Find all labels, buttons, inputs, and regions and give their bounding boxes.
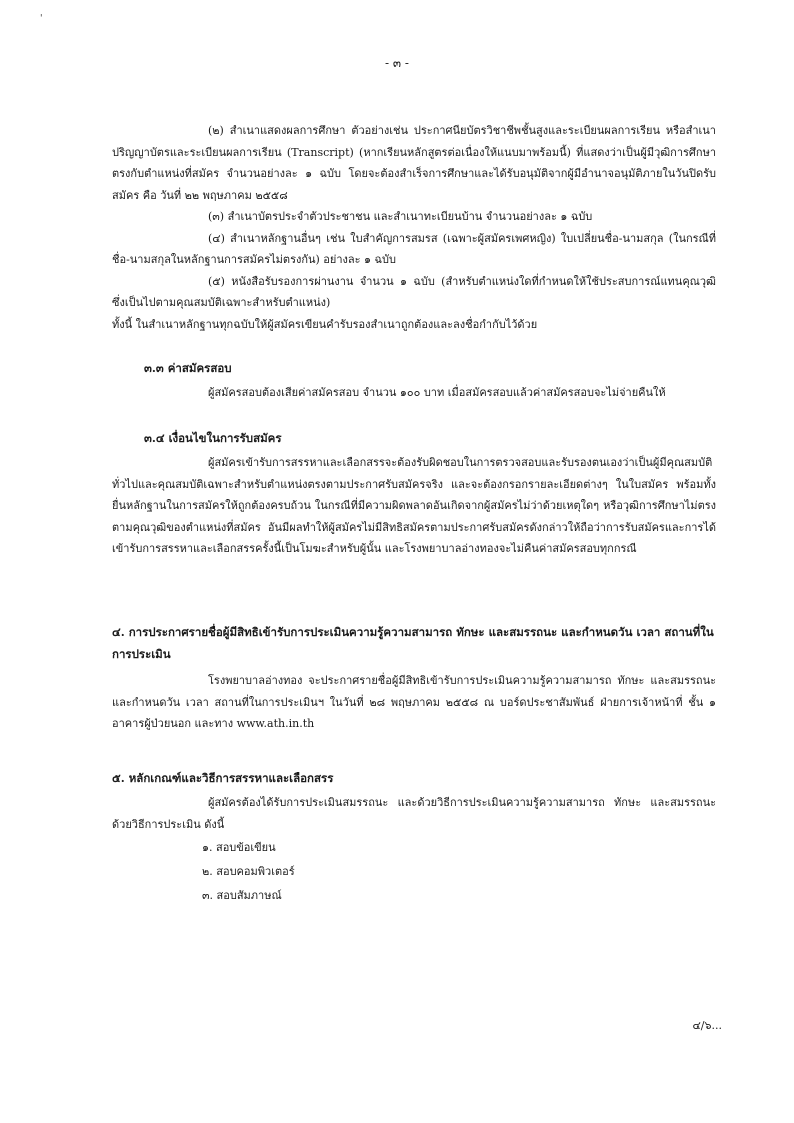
method-item: ๓. สอบสัมภาษณ์ [202,889,282,902]
attachment-item-2: (๒) สำเนาแสดงผลการศึกษา ตัวอย่างเช่น ประกาศนียบัตรวิชาชีพชั้นสูงและระเบียนผลการเรียน หรือสำเนาปริญญาบัตรและระเบียนผลการเรียน (Transcript) (หากเรียนหลักสูตรต่อเนื่องให้แนบมาพร้อมนี้) ที่แสดงว่าเป็นผู้มีวุฒิการศึกษาตรงกับตำแหน่งที่สมัคร จำนวนอย่างละ ๑ ฉบับ โดยจะต้องสำเร็จการศึกษาและได้รับอนุมัติจากผู้มีอำนาจอนุมัติภายในวันปิดรับสมัคร คือ วันที่ ๒๒ พฤษภาคม ๒๕๕๘ [112,124,716,202]
method-item: ๒. สอบคอมพิวเตอร์ [202,865,295,878]
corner-mark: ' [40,14,43,24]
section-3-4-body: ผู้สมัครเข้ารับการสรรหาและเลือกสรรจะต้องรับผิดชอบในการตรวจสอบและรับรองตนเองว่าเป็นผู้มีคุณสมบัติทั่วไปและคุณสมบัติเฉพาะสำหรับตำแหน่งตรงตามประกาศรับสมัครจริง และจะต้องกรอกรายละเอียดต่างๆ ในใบสมัคร พร้อมทั้งยื่นหลักฐานในการสมัครให้ถูกต้องครบถ้วน ในกรณีที่มีความผิดพลาดอันเกิดจากผู้สมัครไม่ว่าด้วยเหตุใดๆ หรือวุฒิการศึกษาไม่ตรงตามคุณวุฒิของตำแหน่งที่สมัคร อันมีผลทำให้ผู้สมัครไม่มีสิทธิสมัครตามประกาศรับสมัครดังกล่าวให้ถือว่าการรับสมัครและการได้เข้ารับการสรรหาและเลือกสรรครั้งนี้เป็นโมฆะสำหรับผู้นั้น และโรงพยาบาลอ่างทองจะไม่คืนค่าสมัครสอบทุกกรณี [112,456,716,555]
section-3-4-body-block [112,452,716,560]
certify-note: ทั้งนี้ ในสำเนาหลักฐานทุกฉบับให้ผู้สมัครเขียนคำรับรองสำเนาถูกต้องและลงชื่อกำกับไว้ด้วย [112,317,538,331]
attachment-item-5: (๕) หนังสือรับรองการผ่านงาน จำนวน ๑ ฉบับ (สำหรับตำแหน่งใดที่กำหนดให้ใช้ประสบการณ์แทนคุณวุฒิ ซึ่งเป็นไปตามคุณสมบัติเฉพาะสำหรับตำแหน่ง) [112,274,716,309]
section-3-3-heading: ๓.๓ ค่าสมัครสอบ [144,361,232,375]
section-3-3-body-block [112,382,716,404]
section-3-4-heading: ๓.๔ เงื่อนไขในการรับสมัคร [144,431,282,445]
attachment-list [112,120,716,335]
attachment-item-4: (๔) สำเนาหลักฐานอื่นๆ เช่น ใบสำคัญการสมรส (เฉพาะผู้สมัครเพศหญิง) ใบเปลี่ยนชื่อ-นามสกุล (ในกรณีที่ชื่อ-นามสกุลในหลักฐานการสมัครไม่ตรงกัน) อย่างละ ๑ ฉบับ [112,231,716,266]
section-4-heading: ๔. การประกาศรายชื่อผู้มีสิทธิเข้ารับการประเมินความรู้ความสามารถ ทักษะ และสมรรถนะ และกำหนดวัน เวลา สถานที่ในการประเมิน [112,625,714,661]
section-4-body: โรงพยาบาลอ่างทอง จะประกาศรายชื่อผู้มีสิทธิเข้ารับการประเมินความรู้ความสามารถ ทักษะ และสมรรถนะ และกำหนดวัน เวลา สถานที่ในการประเมินฯ ในวันที่ ๒๘ พฤษภาคม ๒๕๕๘ ณ บอร์ดประชาสัมพันธ์ ฝ่ายการเจ้าหน้าที่ ชั้น ๑ อาคารผู้ป่วยนอก และทาง www.ath.in.th [112,674,716,730]
section-5-body: ผู้สมัครต้องได้รับการประเมินสมรรถนะ และด้วยวิธีการประเมินความรู้ความสามารถ ทักษะ และสมรรถนะ ด้วยวิธีการประเมิน ดังนี้ [112,796,716,831]
attachment-item-3: (๓) สำเนาบัตรประจำตัวประชาชน และสำเนาทะเบียนบ้าน จำนวนอย่างละ ๑ ฉบับ [208,210,593,223]
section-3-3-body: ผู้สมัครสอบต้องเสียค่าสมัครสอบ จำนวน ๑๐๐ บาท เมื่อสมัครสอบแล้วค่าสมัครสอบจะไม่จ่ายคืนให้ [208,386,666,399]
continuation-marker: ๔/๖... [692,1019,722,1032]
page-number: - ๓ - [385,56,409,70]
section-5-body-block [112,792,716,835]
section-5-heading: ๕. หลักเกณฑ์และวิธีการสรรหาและเลือกสรร [112,771,334,785]
section-4-body-block [112,670,716,735]
method-item: ๑. สอบข้อเขียน [202,841,276,854]
